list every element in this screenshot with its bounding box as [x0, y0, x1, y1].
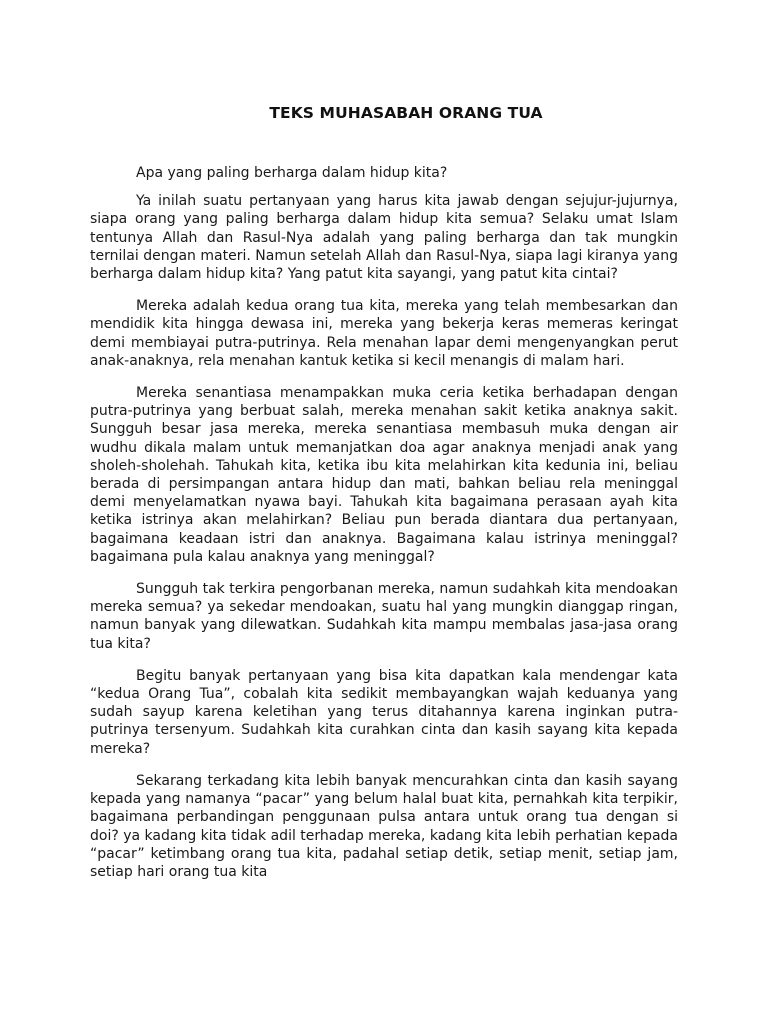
- paragraph-7: Sekarang terkadang kita lebih banyak mencurahkan cinta dan kasih sayang kepada yang namanya “pacar” yang belum halal buat kita, pernahkah kita terpikir, bagaimana perbandingan penggunaan pulsa antara untuk orang tua dengan si doi? ya kadang kita tidak adil terhadap mereka, kadang kita lebih perhatian kepada “pacar” ketimbang orang tua kita, padahal setiap detik, setiap menit, setiap jam, setiap hari orang tua kita: [90, 772, 678, 880]
- paragraph-6: Begitu banyak pertanyaan yang bisa kita dapatkan kala mendengar kata “kedua Orang Tua”, cobalah kita sedikit membayangkan wajah keduanya yang sudah sayup karena keletihan yang terus ditahannya karena inginkan putra-putrinya tersenyum. Sudahkah kita curahkan cinta dan kasih sayang kita kepada mereka?: [90, 667, 678, 757]
- paragraph-5: Sungguh tak terkira pengorbanan mereka, namun sudahkah kita mendoakan mereka semua? ya sekedar mendoakan, suatu hal yang mungkin dianggap ringan, namun banyak yang dilewatkan. Sudahkah kita mampu membalas jasa-jasa orang tua kita?: [90, 581, 678, 652]
- paragraph-3: Mereka adalah kedua orang tua kita, mereka yang telah membesarkan dan mendidik kita hingga dewasa ini, mereka yang bekerja keras memeras keringat demi membiayai putra-putrinya. Rela menahan lapar demi mengenyangkan perut anak-anaknya, rela menahan kantuk ketika si kecil menangis di malam hari.: [90, 298, 678, 369]
- paragraph-2: Ya inilah suatu pertanyaan yang harus kita jawab dengan sejujur-jujurnya, siapa orang yang paling berharga dalam hidup kita semua? Selaku umat Islam tentunya Allah dan Rasul-Nya adalah yang paling berharga dan tak mungkin ternilai dengan materi. Namun setelah Allah dan Rasul-Nya, siapa lagi kiranya yang berharga dalam hidup kita? Yang patut kita sayangi, yang patut kita cintai?: [90, 193, 678, 283]
- paragraph-1: Apa yang paling berharga dalam hidup kita?: [136, 165, 448, 181]
- document-title: TEKS MUHASABAH ORANG TUA: [269, 104, 543, 122]
- paragraph-4: Mereka senantiasa menampakkan muka ceria ketika berhadapan dengan putra-putrinya yang berbuat salah, mereka menahan sakit ketika anaknya sakit. Sungguh besar jasa mereka, mereka senantiasa membasuh muka dengan air wudhu dikala malam untuk memanjatkan doa agar anaknya menjadi anak yang sholeh-sholehah. Tahukah kita, ketika ibu kita melahirkan kita kedunia ini, beliau berada di persimpangan antara hidup dan mati, bahkan beliau rela meninggal demi menyelamatkan nyawa bayi. Tahukah kita bagaimana perasaan ayah kita ketika istrinya akan melahirkan? Beliau pun berada diantara dua pertanyaan, bagaimana keadaan istri dan anaknya. Bagaimana kalau istrinya meninggal? bagaimana pula kalau anaknya yang meninggal?: [90, 385, 678, 565]
- document-body: [90, 164, 678, 895]
